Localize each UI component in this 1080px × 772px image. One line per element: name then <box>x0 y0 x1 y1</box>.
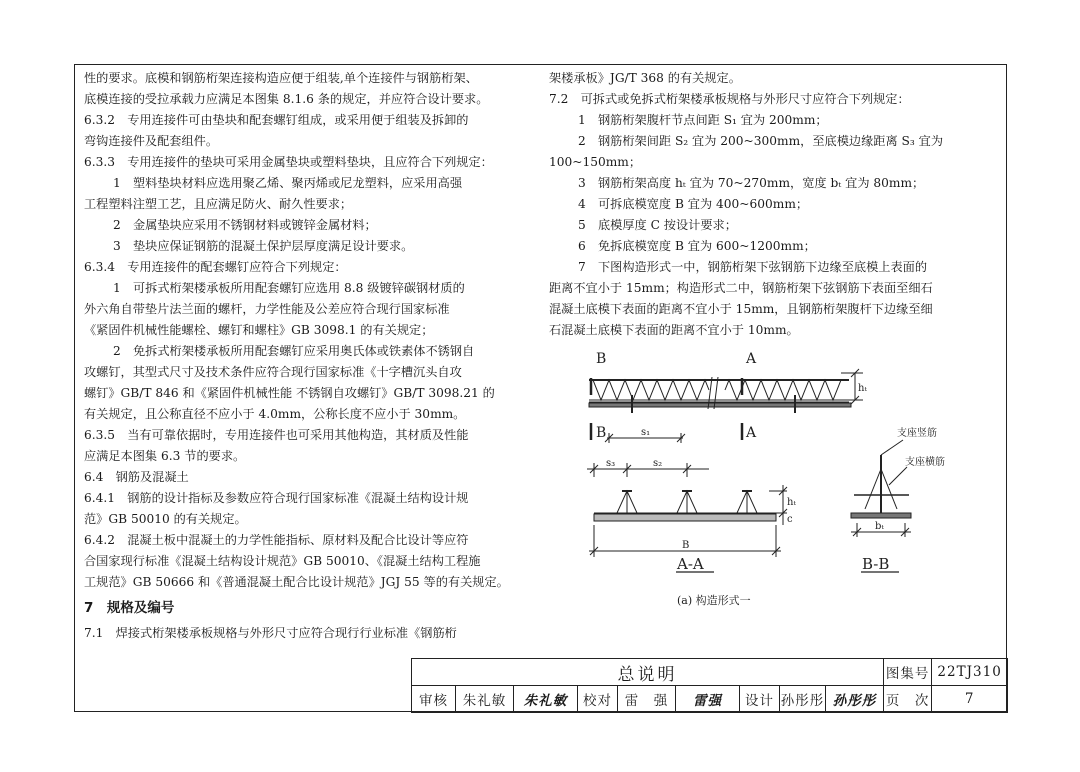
text-line: 应满足本图集 6.3 节的要求。 <box>84 449 246 463</box>
text-line: 6 免拆底模宽度 B 宜为 600~1200mm； <box>578 239 816 253</box>
text-line: 7 下图构造形式一中，钢筋桁架下弦钢筋下边缘至底模上表面的 <box>578 260 928 274</box>
title-block <box>411 658 1008 713</box>
text-line: 工规范》GB 50666 和《普通混凝土配合比设计规范》JGJ 55 等的有关规定。 <box>84 575 509 589</box>
text-line: 2 钢筋桁架间距 S₂ 宜为 200~300mm，至底模边缘距离 S₃ 宜为 <box>578 134 944 148</box>
left-text-column <box>84 68 532 644</box>
dim-bt-label: bₜ <box>875 521 884 532</box>
text-line: 弯钩连接件及配套组件。 <box>84 134 219 148</box>
section-mark-b: B <box>596 425 607 441</box>
text-line: 6.3.2 专用连接件可由垫块和配套螺钉组成，或采用便于组装及拆卸的 <box>84 113 469 127</box>
atlas-number: 22TJ310 <box>932 659 1008 686</box>
designer-signature: 孙彤彤 <box>826 686 884 713</box>
text-line: 2 免拆式桁架楼承板所用配套螺钉应采用奥氏体或铁素体不锈钢自 <box>113 344 475 358</box>
text-line: 架楼承板》JG/T 368 的有关规定。 <box>549 71 741 85</box>
dim-ht-label: hₜ <box>858 383 867 394</box>
text-line: 100~150mm； <box>549 155 642 169</box>
text-line: 工程塑料注塑工艺，且应满足防火、耐久性要求； <box>84 197 353 211</box>
section-mark-a: A <box>746 425 757 441</box>
text-line: 7.1 焊接式桁架楼承板规格与外形尺寸应符合现行行业标准《钢筋桁 <box>84 626 457 640</box>
text-line: 距离不宜小于 15mm；构造形式二中，钢筋桁架下弦钢筋下表面至细石 <box>549 281 933 295</box>
check-label: 校对 <box>578 686 618 713</box>
text-line: 3 钢筋桁架高度 hₜ 宜为 70~270mm，宽度 bₜ 宜为 80mm； <box>578 176 925 190</box>
text-line: 范》GB 50010 的有关规定。 <box>84 512 247 526</box>
construction-figure <box>579 345 959 610</box>
text-line: 6.4.1 钢筋的设计指标及参数应符合现行国家标准《混凝土结构设计规 <box>84 491 469 505</box>
page-number: 7 <box>932 686 1008 713</box>
design-label: 设计 <box>740 686 780 713</box>
reviewer-name: 朱礼敏 <box>456 686 514 713</box>
text-line: 5 底模厚度 C 按设计要求； <box>578 218 737 232</box>
label-horizontal-support-bar: 支座横筋 <box>905 457 945 468</box>
text-line: 6.3.3 专用连接件的垫块可采用金属垫块或塑料垫块，且应符合下列规定： <box>84 155 493 169</box>
text-line: 6.3.5 当有可靠依据时，专用连接件也可采用其他构造，其材质及性能 <box>84 428 469 442</box>
text-line: 混凝土底模下表面的距离不宜小于 15mm，且钢筋桁架腹杆下边缘至细 <box>549 302 933 316</box>
checker-signature: 雷强 <box>676 686 740 713</box>
text-line: 《紧固件机械性能螺栓、螺钉和螺柱》GB 3098.1 的有关规定； <box>84 323 434 337</box>
text-line: 石混凝土底模下表面的距离不宜小于 10mm。 <box>549 323 799 337</box>
text-line: 外六角自带垫片法兰面的螺杆，力学性能及公差应符合现行国家标准 <box>84 302 450 316</box>
text-line: 底模连接的受拉承载力应满足本图集 8.1.6 条的规定，并应符合设计要求。 <box>84 92 489 106</box>
text-line: 1 钢筋桁架腹杆节点间距 S₁ 宜为 200mm； <box>578 113 828 127</box>
dim-s3-label: s₃ <box>606 458 616 469</box>
dim-s2-label: s₂ <box>653 458 663 469</box>
text-line: 有关规定，且公称直径不应小于 4.0mm，公称长度不应小于 30mm。 <box>84 407 466 421</box>
text-line: 7.2 可拆式或免拆式桁架楼承板规格与外形尺寸应符合下列规定： <box>549 92 910 106</box>
page-label: 页 次 <box>884 686 932 713</box>
checker-name: 雷 强 <box>618 686 676 713</box>
text-line: 1 塑料垫块材料应选用聚乙烯、聚丙烯或尼龙塑料，应采用高强 <box>113 176 463 190</box>
truss-elevation <box>589 369 863 443</box>
text-line: 6.4 钢筋及混凝土 <box>84 470 189 484</box>
text-line: 6.3.4 专用连接件的配套螺钉应符合下列规定： <box>84 260 347 274</box>
dim-b-label: B <box>682 540 690 551</box>
text-line: 3 垫块应保证钢筋的混凝土保护层厚度满足设计要求。 <box>113 239 414 253</box>
dim-ht-label: hₜ <box>787 497 796 508</box>
label-vertical-support-bar: 支座竖筋 <box>897 428 937 439</box>
text-line: 6.4.2 混凝土板中混凝土的力学性能指标、原材料及配合比设计等应符 <box>84 533 469 547</box>
designer-name: 孙彤彤 <box>780 686 826 713</box>
dim-s1-label: s₁ <box>641 427 651 438</box>
atlas-number-label: 图集号 <box>884 659 932 686</box>
text-line: 4 可拆底模宽度 B 宜为 400~600mm； <box>578 197 809 211</box>
section-heading: 7 规格及编号 <box>84 600 175 616</box>
figure-caption: (a) 构造形式一 <box>677 594 751 607</box>
review-label: 审核 <box>412 686 456 713</box>
text-line: 合国家现行标准《混凝土结构设计规范》GB 50010、《混凝土结构工程施 <box>84 554 481 568</box>
sheet-title: 总说明 <box>412 659 884 686</box>
section-bb-title: B-B <box>862 555 890 573</box>
text-line: 螺钉》GB/T 846 和《紧固件机械性能 不锈钢自攻螺钉》GB/T 3098.21 的 <box>84 386 495 400</box>
text-line: 2 金属垫块应采用不锈钢材料或镀锌金属材料； <box>113 218 377 232</box>
right-text-column <box>549 68 996 341</box>
dim-c-label: c <box>787 514 793 525</box>
section-mark-a: A <box>746 351 757 367</box>
section-aa-title: A-A <box>677 555 704 573</box>
section-mark-b: B <box>596 351 607 367</box>
text-line: 攻螺钉，其型式尺寸及技术条件应符合现行国家标准《十字槽沉头自攻 <box>84 365 462 379</box>
text-line: 性的要求。底模和钢筋桁架连接构造应便于组装,单个连接件与钢筋桁架、 <box>84 71 478 85</box>
text-line: 1 可拆式桁架楼承板所用配套螺钉应选用 8.8 级镀锌碳钢材质的 <box>113 281 465 295</box>
reviewer-signature: 朱礼敏 <box>514 686 578 713</box>
